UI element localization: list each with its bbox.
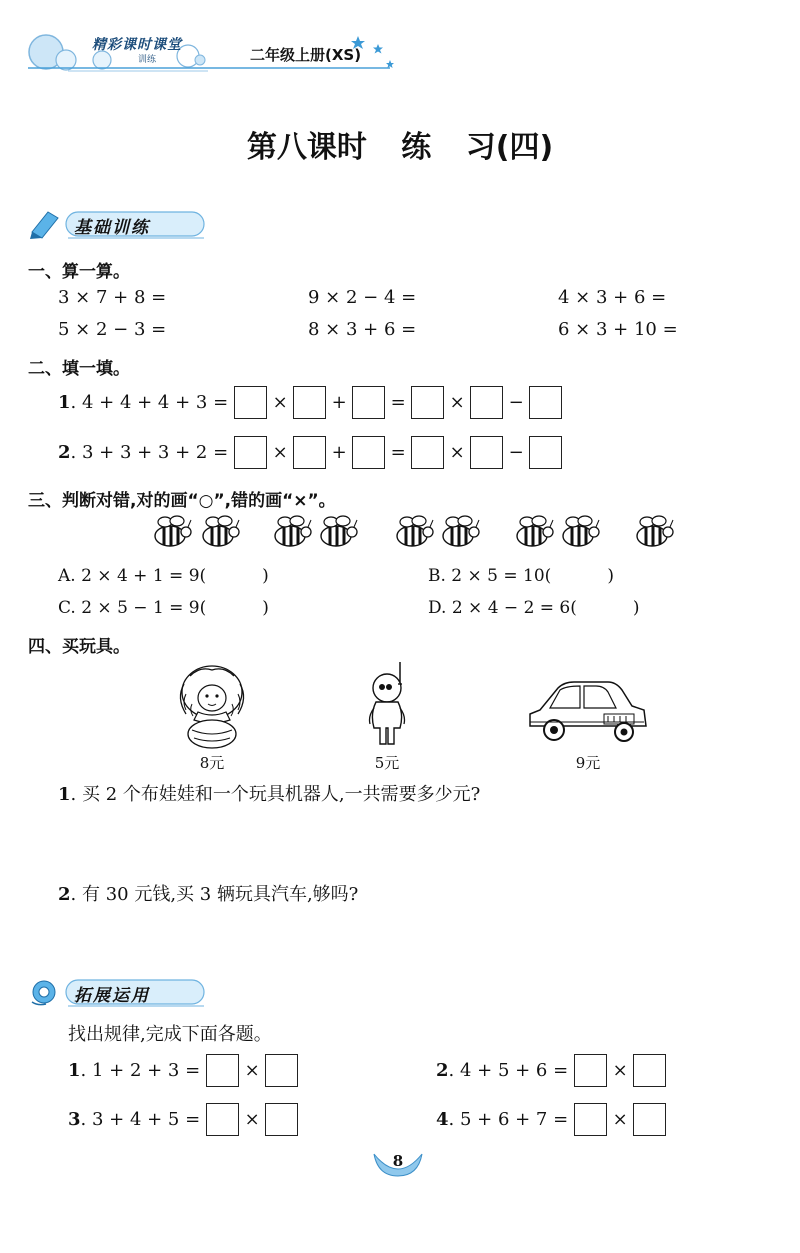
times-sign: × (244, 1060, 260, 1081)
answer-box[interactable] (470, 436, 503, 469)
page-title (0, 122, 800, 166)
judge-item-b (428, 566, 614, 586)
plus-sign: + (331, 392, 347, 413)
section-3-heading: 三、判断对错,对的画“○”,错的画“×”。 (28, 491, 336, 511)
answer-box[interactable] (574, 1103, 607, 1136)
item-number: 2 (436, 1060, 449, 1081)
calc-expression: 3 × 7 + 8 = (58, 287, 167, 308)
basic-training-badge (28, 208, 208, 240)
minus-sign: − (508, 392, 524, 413)
equals-sign: = (390, 392, 406, 413)
bee-icon (275, 516, 311, 546)
times-sign: × (612, 1060, 628, 1081)
item-number: 3 (68, 1109, 81, 1130)
car-illustration (524, 674, 650, 744)
answer-box[interactable] (293, 436, 326, 469)
times-sign: × (612, 1109, 628, 1130)
grade-label: 二年级上册(XS) (250, 46, 362, 64)
judge-statement: C. 2 × 5 − 1 = 9( (58, 598, 207, 618)
judge-statement: D. 2 × 4 − 2 = 6( (428, 598, 577, 618)
question-text: . 买 2 个布娃娃和一个玩具机器人,一共需要多少元? (70, 784, 481, 805)
bee-icon (203, 516, 239, 546)
judge-item-d (428, 598, 640, 618)
answer-box[interactable] (352, 436, 385, 469)
brand-subtext: 训练 (138, 55, 157, 65)
plus-sign: + (331, 442, 347, 463)
times-sign: × (449, 442, 465, 463)
fill-row-2 (58, 436, 562, 469)
extension-badge (28, 976, 208, 1008)
answer-box[interactable] (234, 386, 267, 419)
ext-item-2 (436, 1054, 666, 1087)
times-sign: × (244, 1109, 260, 1130)
brand-logo-text: 精彩课时课堂 (92, 37, 182, 53)
bee-icon (637, 516, 673, 546)
robot-price: 5元 (374, 754, 400, 772)
equals-sign: = (390, 442, 406, 463)
judge-statement: A. 2 × 4 + 1 = 9( (58, 566, 207, 586)
answer-box[interactable] (529, 436, 562, 469)
ext-item-4 (436, 1103, 666, 1136)
section-4-heading: 四、买玩具。 (28, 637, 130, 657)
close-paren: ) (262, 598, 269, 618)
calc-expression: 8 × 3 + 6 = (308, 319, 417, 340)
title-part-2: 练 (401, 130, 432, 165)
times-sign: × (449, 392, 465, 413)
answer-box[interactable] (206, 1054, 239, 1087)
question-1 (58, 780, 480, 806)
bee-icon (397, 516, 433, 546)
car-price: 9元 (575, 754, 601, 772)
calc-expression: 6 × 3 + 10 = (558, 319, 678, 340)
answer-box[interactable] (234, 436, 267, 469)
judge-item-a (58, 566, 269, 586)
bee-icon (563, 516, 599, 546)
item-number: 1 (58, 784, 71, 805)
bee-icon (155, 516, 191, 546)
fill-expression: . 3 + 3 + 3 + 2 = (70, 442, 229, 463)
minus-sign: − (508, 442, 524, 463)
times-sign: × (272, 442, 288, 463)
ext-item-1 (68, 1054, 298, 1087)
ext-expression: . 3 + 4 + 5 = (80, 1109, 201, 1130)
answer-box[interactable] (633, 1103, 666, 1136)
answer-box[interactable] (633, 1054, 666, 1087)
robot-illustration (362, 660, 412, 750)
doll-price: 8元 (199, 754, 225, 772)
bee-icon (443, 516, 479, 546)
close-paren: ) (607, 566, 614, 586)
times-sign: × (272, 392, 288, 413)
answer-box[interactable] (352, 386, 385, 419)
item-number: 4 (436, 1109, 449, 1130)
answer-box[interactable] (265, 1054, 298, 1087)
page-number: 8 (392, 1152, 404, 1170)
ext-expression: . 5 + 6 + 7 = (448, 1109, 569, 1130)
calc-expression: 4 × 3 + 6 = (558, 287, 667, 308)
extension-intro: 找出规律,完成下面各题。 (68, 1024, 272, 1045)
answer-box[interactable] (293, 386, 326, 419)
close-paren: ) (632, 598, 640, 618)
close-paren: ) (262, 566, 269, 586)
title-part-1: 第八课时 (246, 130, 367, 165)
bee-icon (321, 516, 357, 546)
calc-expression: 5 × 2 − 3 = (58, 319, 167, 340)
answer-box[interactable] (529, 386, 562, 419)
extension-label: 拓展运用 (74, 986, 150, 1006)
section-1-heading: 一、算一算。 (28, 262, 130, 282)
calc-expression: 9 × 2 − 4 = (308, 287, 417, 308)
question-text: . 有 30 元钱,买 3 辆玩具汽车,够吗? (70, 884, 359, 905)
answer-box[interactable] (470, 386, 503, 419)
fill-row-1 (58, 386, 562, 419)
item-number: 2 (58, 884, 71, 905)
ext-expression: . 1 + 2 + 3 = (80, 1060, 201, 1081)
answer-box[interactable] (411, 436, 444, 469)
doll-illustration (172, 664, 252, 750)
bee-group-illustration (140, 510, 690, 558)
item-number: 1 (68, 1060, 81, 1081)
answer-box[interactable] (265, 1103, 298, 1136)
judge-item-c (58, 598, 269, 618)
answer-box[interactable] (206, 1103, 239, 1136)
item-number: 1 (58, 392, 71, 413)
item-number: 2 (58, 442, 71, 463)
ext-expression: . 4 + 5 + 6 = (448, 1060, 569, 1081)
question-2 (58, 880, 358, 906)
bee-icon (517, 516, 553, 546)
fill-expression: . 4 + 4 + 4 + 3 = (70, 392, 229, 413)
title-part-3: 习(四) (465, 130, 554, 165)
judge-statement: B. 2 × 5 = 10( (428, 566, 552, 586)
ext-item-3 (68, 1103, 298, 1136)
basic-training-label: 基础训练 (74, 218, 150, 238)
answer-box[interactable] (411, 386, 444, 419)
answer-box[interactable] (574, 1054, 607, 1087)
section-2-heading: 二、填一填。 (28, 359, 130, 379)
